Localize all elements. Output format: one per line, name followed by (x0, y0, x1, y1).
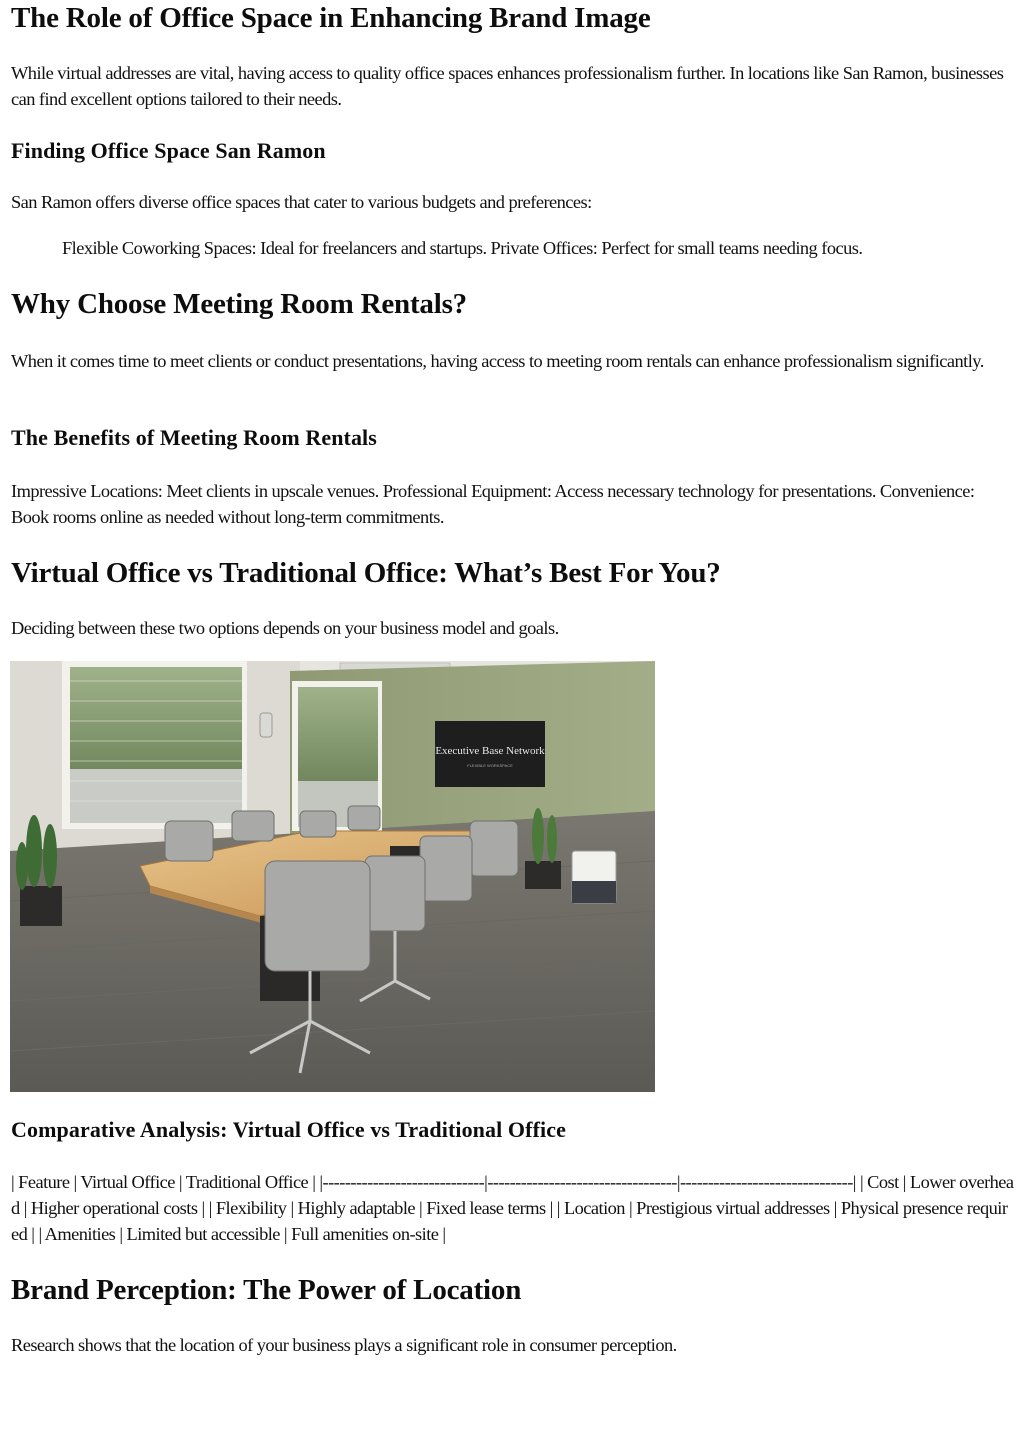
paragraph-role: While virtual addresses are vital, having access to quality office spaces enhances professionalism further. In locations like San Ramon, businesses can find excellent options tailored to their needs. (11, 63, 1004, 109)
heading-benefits: The Benefits of Meeting Room Rentals (11, 425, 377, 450)
heading-brand-perception: Brand Perception: The Power of Location (11, 1274, 522, 1306)
paragraph-finding-options: Flexible Coworking Spaces: Ideal for freelancers and startups. Private Offices: Perfect for small teams needing focus. (62, 238, 863, 258)
heading-role: The Role of Office Space in Enhancing Brand Image (11, 2, 651, 34)
heading-finding-office-space: Finding Office Space San Ramon (11, 138, 326, 163)
paragraph-brand: Research shows that the location of your business plays a significant role in consumer perception. (11, 1335, 677, 1355)
heading-virtual-vs-traditional: Virtual Office vs Traditional Office: What’s Best For You? (11, 557, 721, 589)
sign-title: Executive Base Network (435, 745, 545, 757)
meeting-room-photo (10, 661, 655, 1092)
paragraph-benefits: Impressive Locations: Meet clients in upscale venues. Professional Equipment: Access necessary technology for presentations. Convenience: Book rooms online as needed without long-term commitments. (11, 481, 975, 527)
paragraph-versus: Deciding between these two options depends on your business model and goals. (11, 618, 559, 638)
paragraph-finding-intro: San Ramon offers diverse office spaces that cater to various budgets and preferences: (11, 192, 592, 212)
sign-subtitle: FLEXIBLE WORKSPACE (467, 763, 513, 768)
heading-meeting-room-rentals: Why Choose Meeting Room Rentals? (11, 288, 467, 320)
heading-comparative-analysis: Comparative Analysis: Virtual Office vs Traditional Office (11, 1117, 566, 1142)
comparison-table-raw: | Feature | Virtual Office | Traditional Office | |-----------------------------|----------------------------------|-------------------------------| | Cost | Lower overhead | Higher operational costs | | Flexibility | Highly adaptable | Fixed lease terms | | Location | Prestigious virtual addresses | Physical presence required | | Amenities | Limited but accessible | Full amenities on-site | (11, 1172, 1014, 1244)
paragraph-meeting: When it comes time to meet clients or conduct presentations, having access to meeting room rentals can enhance professionalism significantly. (11, 351, 984, 371)
